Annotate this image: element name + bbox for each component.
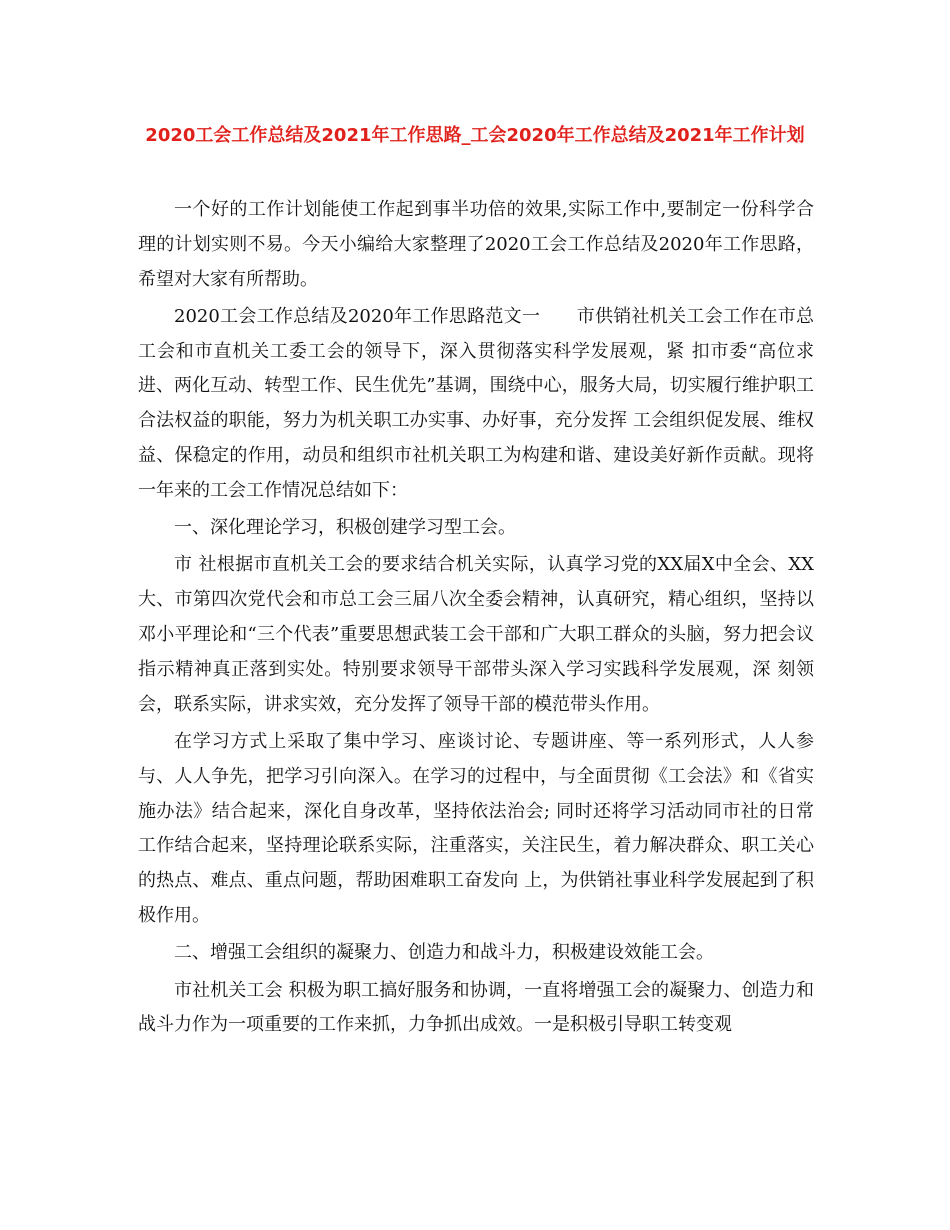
document-body [138,193,814,1046]
paragraph-summary-opening: 2020工会工作总结及2020年工作思路范文一 市供销社机关工会工作在市总工会和市直机关工委工会的领导下，深入贯彻落实科学发展观，紧 扣市委“高位求进、两化互动、转型工作、民生优先”基调，围绕中心，服务大局，切实履行维护职工合法权益的职能，努力为机关职工办实事、办好事，充分发挥 工会组织促发展、维权益、保稳定的作用，动员和组织市社机关职工为构建和谐、建设美好新作贡献。现将一年来的工会工作情况总结如下： [138,305,814,501]
paragraph-cohesion: 市社机关工会 积极为职工搞好服务和协调，一直将增强工会的凝聚力、创造力和战斗力作为一项重要的工作来抓，力争抓出成效。一是积极引导职工转变观 [138,979,814,1036]
document-title: 2020工会工作总结及2021年工作思路_工会2020年工作总结及2021年工作计划 [145,125,805,146]
section-heading-2: 二、增强工会组织的凝聚力、创造力和战斗力，积极建设效能工会。 [174,942,714,964]
paragraph-study-methods: 在学习方式上采取了集中学习、座谈讨论、专题讲座、等一系列形式，人人参与、人人争先，把学习引向深入。在学习的过程中，与全面贯彻《工会法》和《省实施办法》结合起来，深化自身改革，坚持依法治会; 同时还将学习活动同市社的日常工作结合起来，坚持理论联系实际，注重落实，关注民生，着力解决群众、职工关心的热点、难点、重点问题，帮助困难职工奋发向 上，为供销社事业科学发展起到了积极作用。 [138,730,814,926]
paragraph-theory-study: 市 社根据市直机关工会的要求结合机关实际，认真学习党的XX届X中全会、XX大、市第四次党代会和市总工会三届八次全委会精神，认真研究，精心组织，坚持以 邓小平理论和“三个代表”重要思想武装工会干部和广大职工群众的头脑，努力把会议指示精神真正落到实处。特别要求领导干部带头深入学习实践科学发展观，深 刻领会，联系实际，讲求实效，充分发挥了领导干部的模范带头作用。 [138,554,814,715]
paragraph-intro: 一个好的工作计划能使工作起到事半功倍的效果,实际工作中,要制定一份科学合理的计划实则不易。今天小编给大家整理了2020工会工作总结及2020年工作思路，希望对大家有所帮助。 [138,199,814,290]
section-heading-1: 一、深化理论学习，积极创建学习型工会。 [174,517,516,539]
